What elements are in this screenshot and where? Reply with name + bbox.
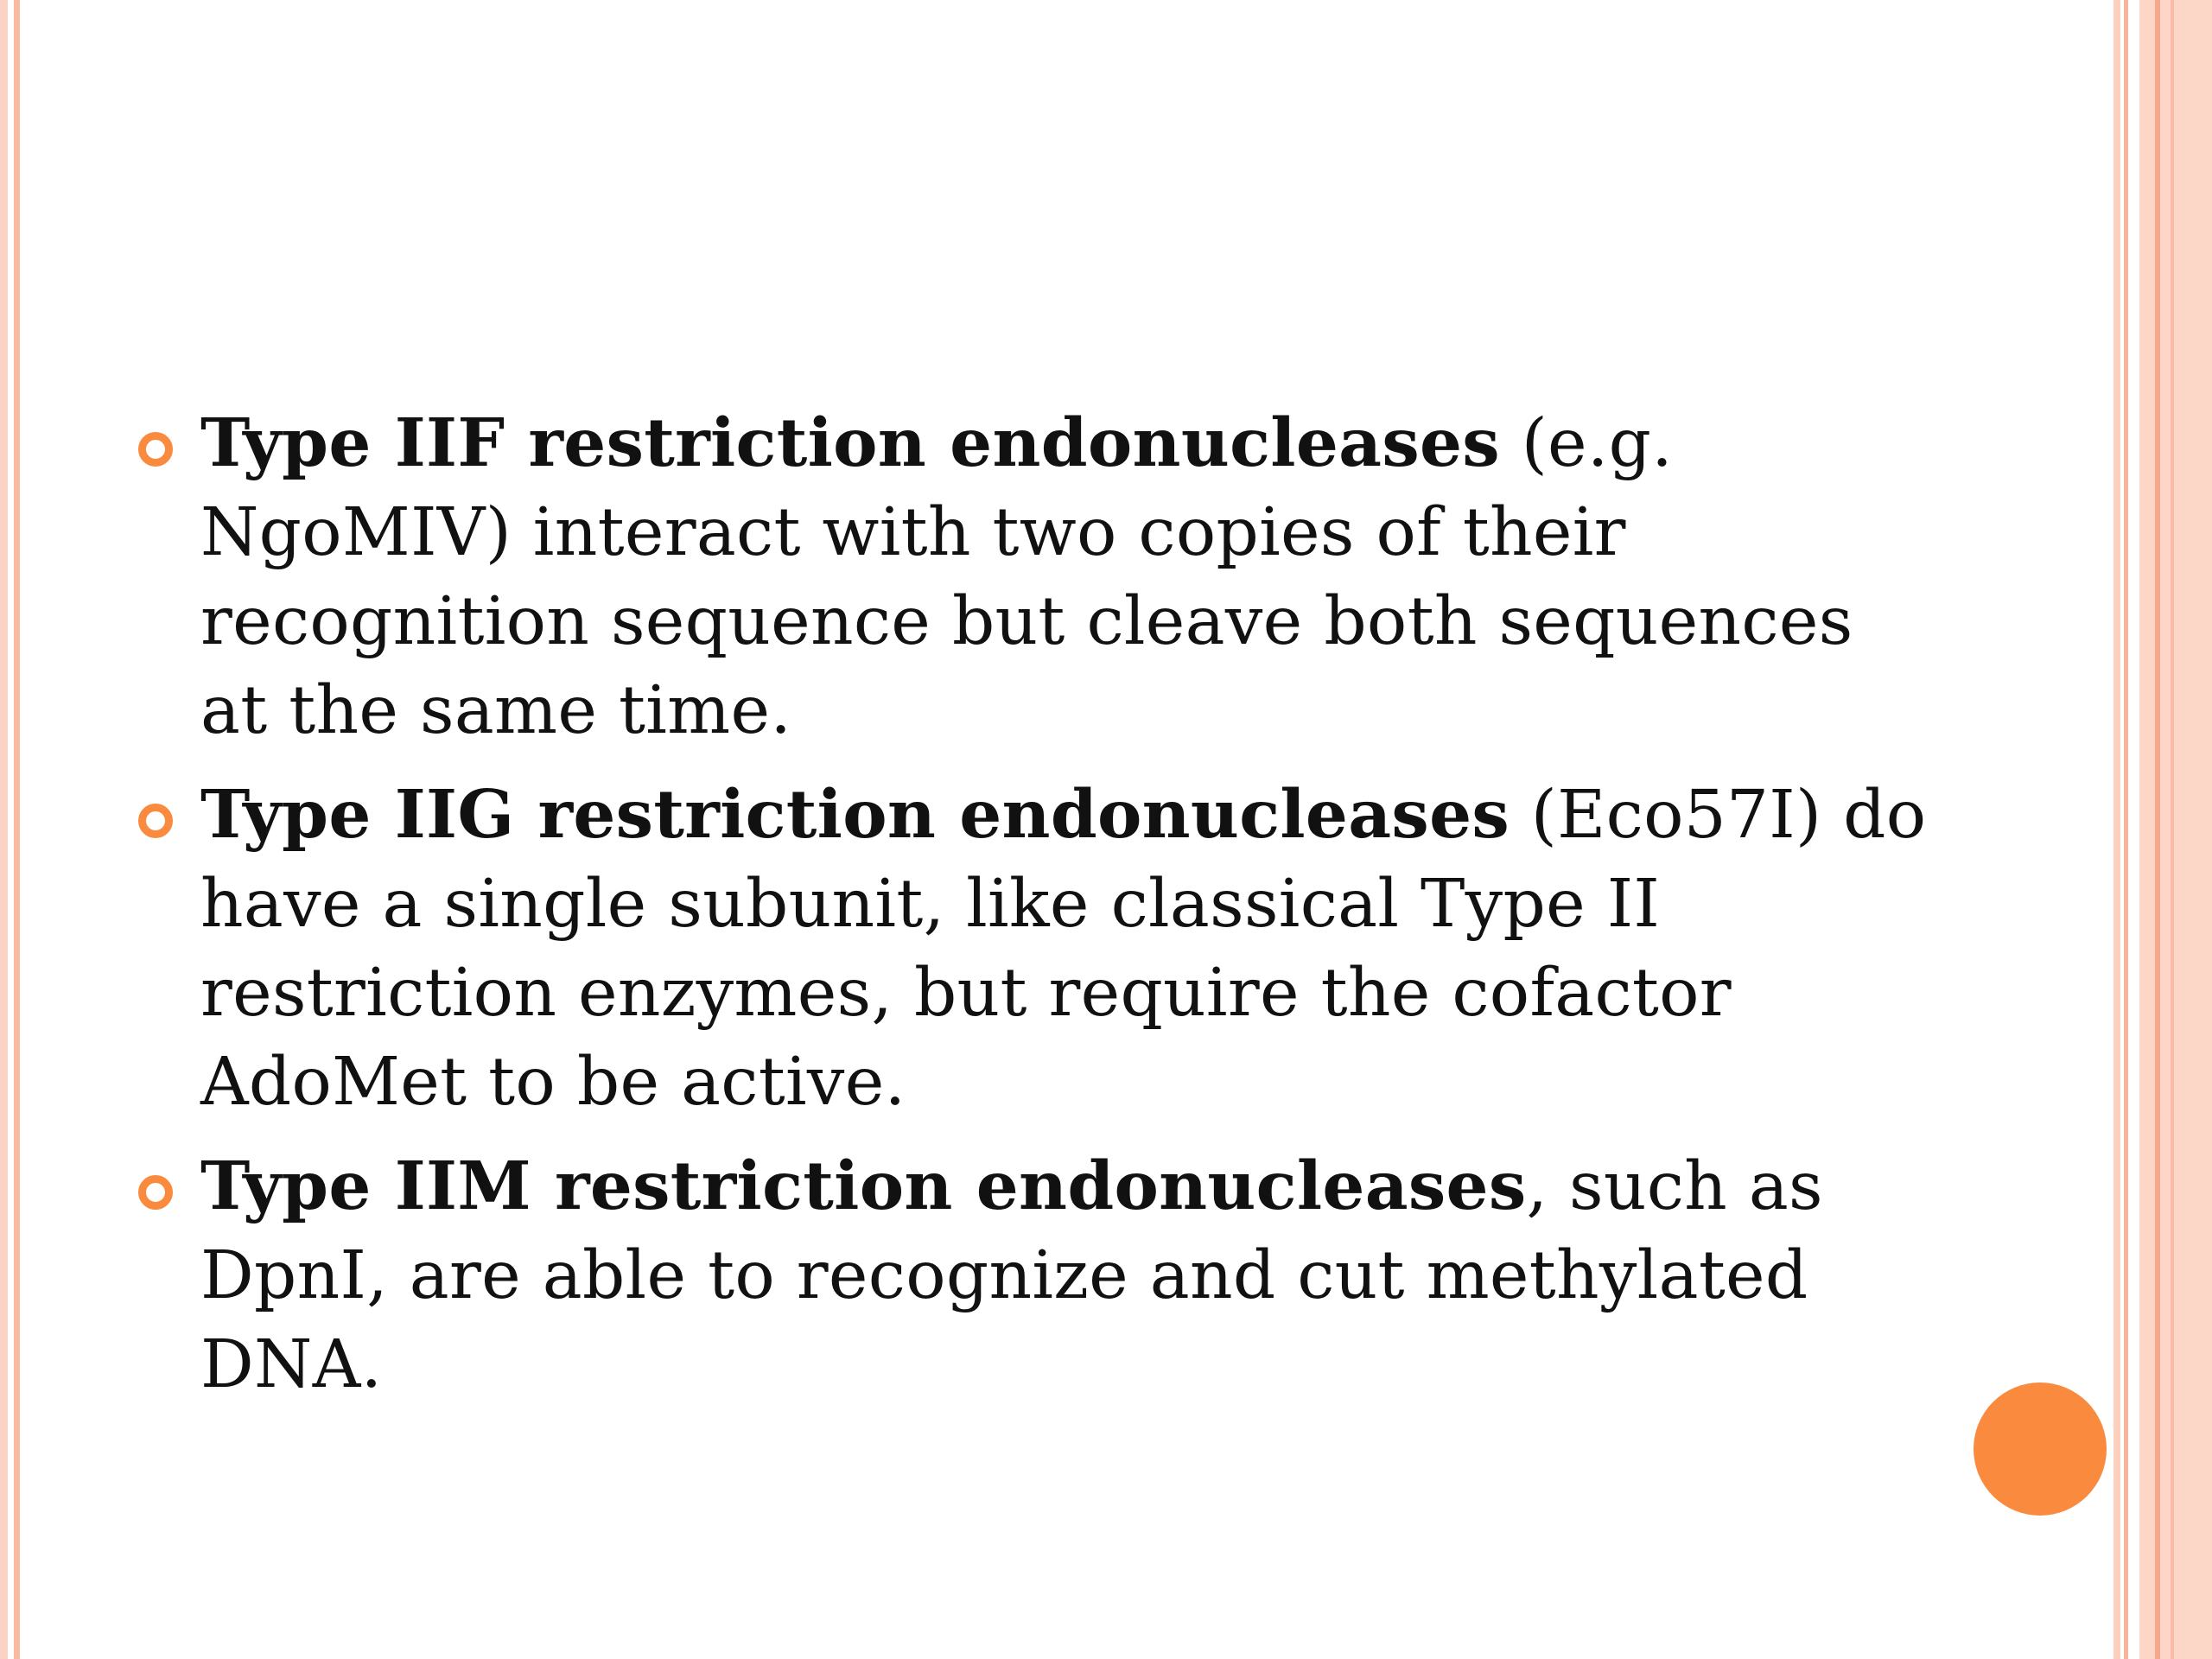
bullet-text: (Eco57I) do have a single subunit, like classical Type II restriction enzymes, but require the cofactor AdoMet to be active. bbox=[200, 777, 1927, 1121]
left-border-line bbox=[14, 0, 20, 1659]
left-border-line bbox=[0, 0, 8, 1659]
bullet-list bbox=[138, 399, 1936, 1409]
right-stripe bbox=[2155, 0, 2160, 1659]
bullet-ring-icon bbox=[138, 432, 173, 467]
bullet-item bbox=[138, 399, 1936, 755]
right-stripe bbox=[2124, 0, 2128, 1659]
bullet-text: , such as DpnI, are able to recognize and cut methylated DNA. bbox=[200, 1148, 1823, 1403]
bullet-ring-icon bbox=[138, 804, 173, 838]
bullet-ring-icon bbox=[138, 1175, 173, 1210]
right-stripe bbox=[2139, 0, 2212, 1659]
bullet-item bbox=[138, 771, 1936, 1127]
right-stripe bbox=[2113, 0, 2120, 1659]
bullet-item bbox=[138, 1142, 1936, 1409]
bullet-term: Type IIG restriction endonucleases bbox=[200, 776, 1510, 854]
right-stripe bbox=[2171, 0, 2174, 1659]
decorative-circle bbox=[1974, 1382, 2107, 1516]
slide-content bbox=[138, 399, 1936, 1425]
bullet-term: Type IIM restriction endonucleases bbox=[200, 1147, 1527, 1225]
bullet-term: Type IIF restriction endonucleases bbox=[200, 404, 1500, 482]
bullet-text: (e.g. NgoMIV) interact with two copies of their recognition sequence but cleave both sequences at the same time. bbox=[200, 405, 1853, 749]
